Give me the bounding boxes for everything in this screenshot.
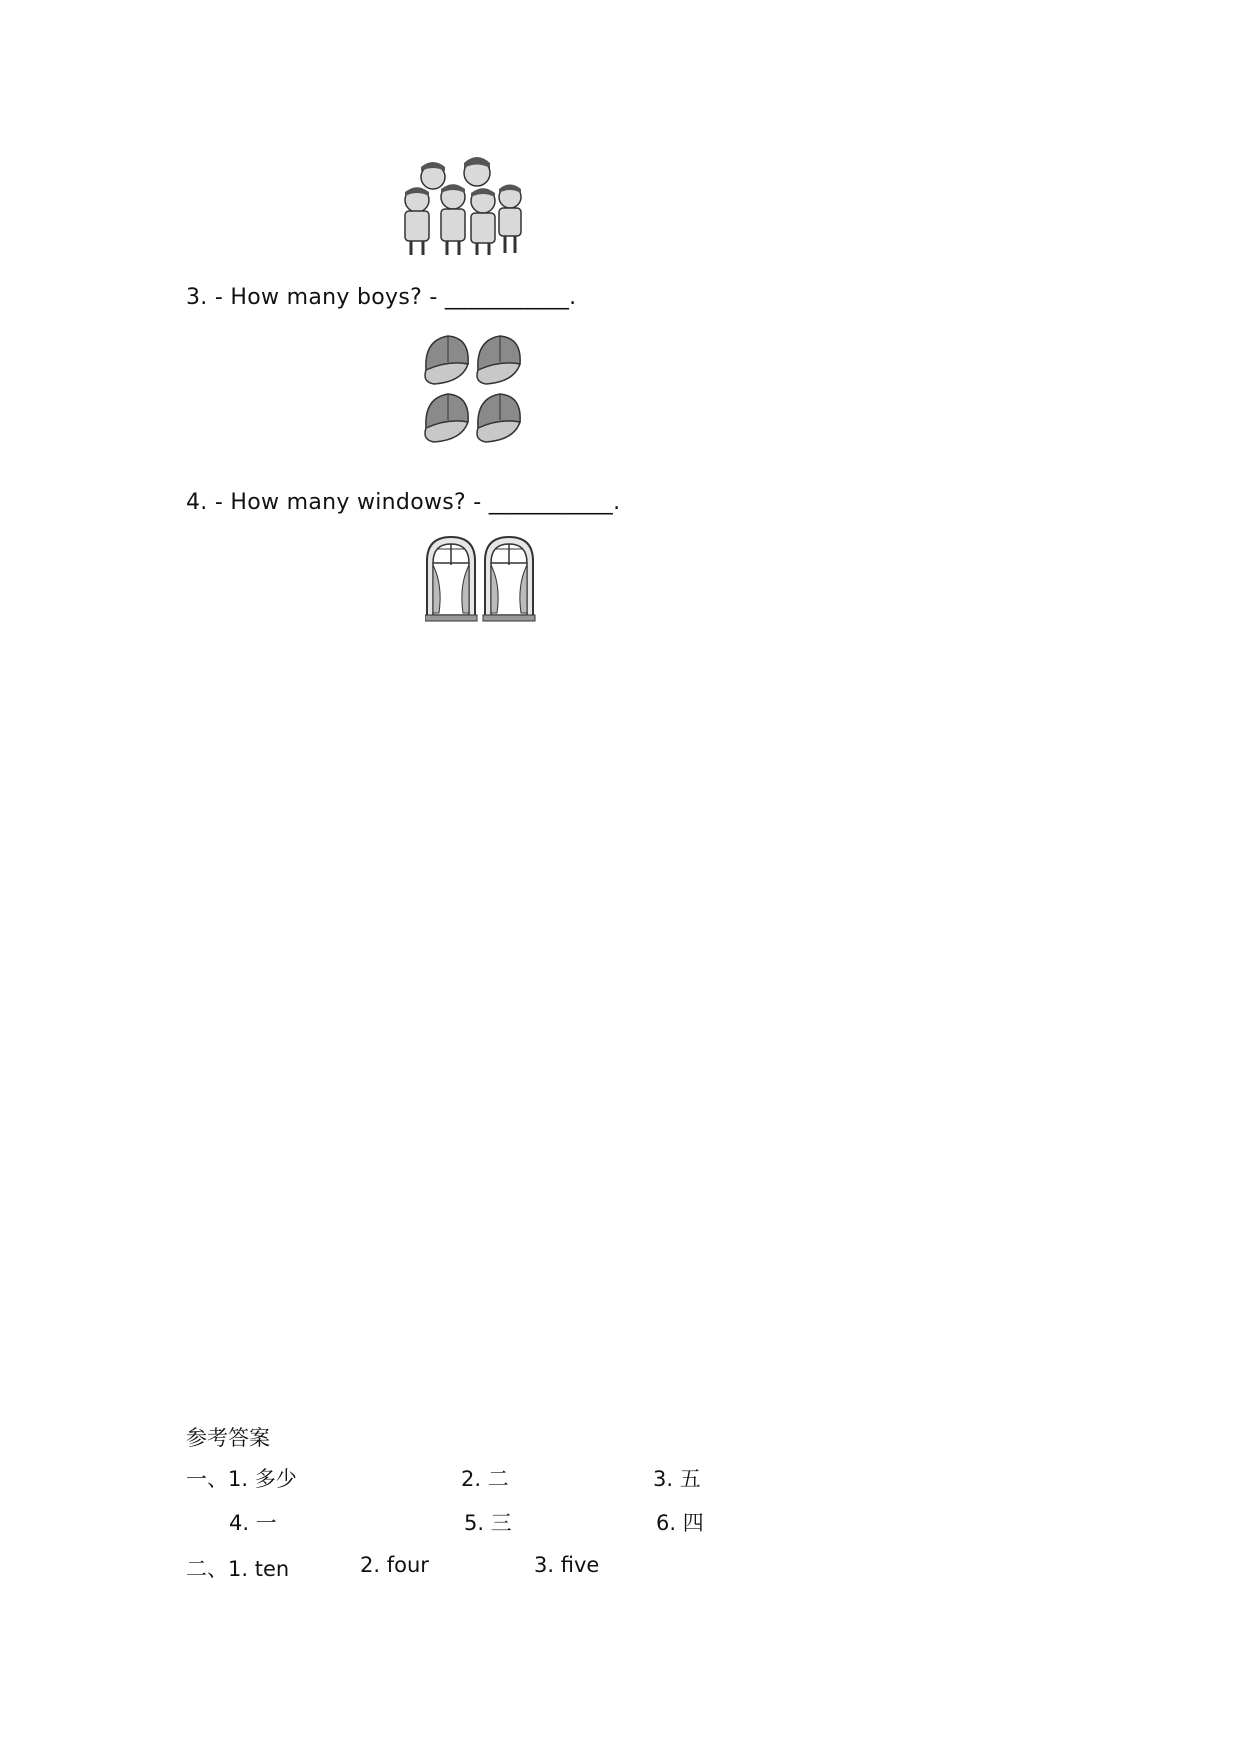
windows-illustration (425, 535, 540, 622)
answer-text: five (560, 1553, 600, 1577)
question-number: 3. (186, 285, 208, 310)
answer-item-3 (653, 1463, 701, 1493)
boys-illustration (395, 155, 530, 260)
answer-item-4 (229, 1507, 277, 1537)
section-prefix: 一、 (186, 1467, 228, 1491)
answer-section-1-row-1 (186, 1463, 297, 1493)
answer-section-2-item-2 (360, 1553, 429, 1577)
answer-text: four (386, 1553, 429, 1577)
answer-section-2-item-3 (534, 1553, 599, 1577)
question-3 (186, 285, 576, 310)
answer-text: 二 (487, 1467, 509, 1491)
answer-text: 多少 (254, 1467, 297, 1491)
answer-item-2 (461, 1463, 509, 1493)
answer-number: 1. (228, 1467, 249, 1491)
answer-number: 2. (461, 1467, 482, 1491)
answer-number: 2. (360, 1553, 381, 1577)
answer-text: ten (254, 1557, 290, 1581)
answer-number: 4. (229, 1511, 250, 1535)
question-text: - How many windows? - ___________. (214, 490, 621, 515)
question-text: - How many boys? - ___________. (214, 285, 577, 310)
answer-text: 三 (490, 1511, 512, 1535)
question-4 (186, 490, 620, 515)
answer-item-6 (656, 1507, 704, 1537)
answer-number: 1. (228, 1557, 249, 1581)
section-prefix: 二、 (186, 1557, 228, 1581)
answer-number: 6. (656, 1511, 677, 1535)
answer-item-5 (464, 1507, 512, 1537)
answer-text: 四 (682, 1511, 704, 1535)
answer-text: 一 (255, 1511, 277, 1535)
question-number: 4. (186, 490, 208, 515)
answer-number: 5. (464, 1511, 485, 1535)
answer-number: 3. (534, 1553, 555, 1577)
answer-number: 3. (653, 1467, 674, 1491)
answer-key-heading: 参考答案 (186, 1426, 270, 1450)
answer-section-2-item-1 (186, 1553, 289, 1583)
caps-illustration (418, 330, 530, 448)
answer-text: 五 (679, 1467, 701, 1491)
